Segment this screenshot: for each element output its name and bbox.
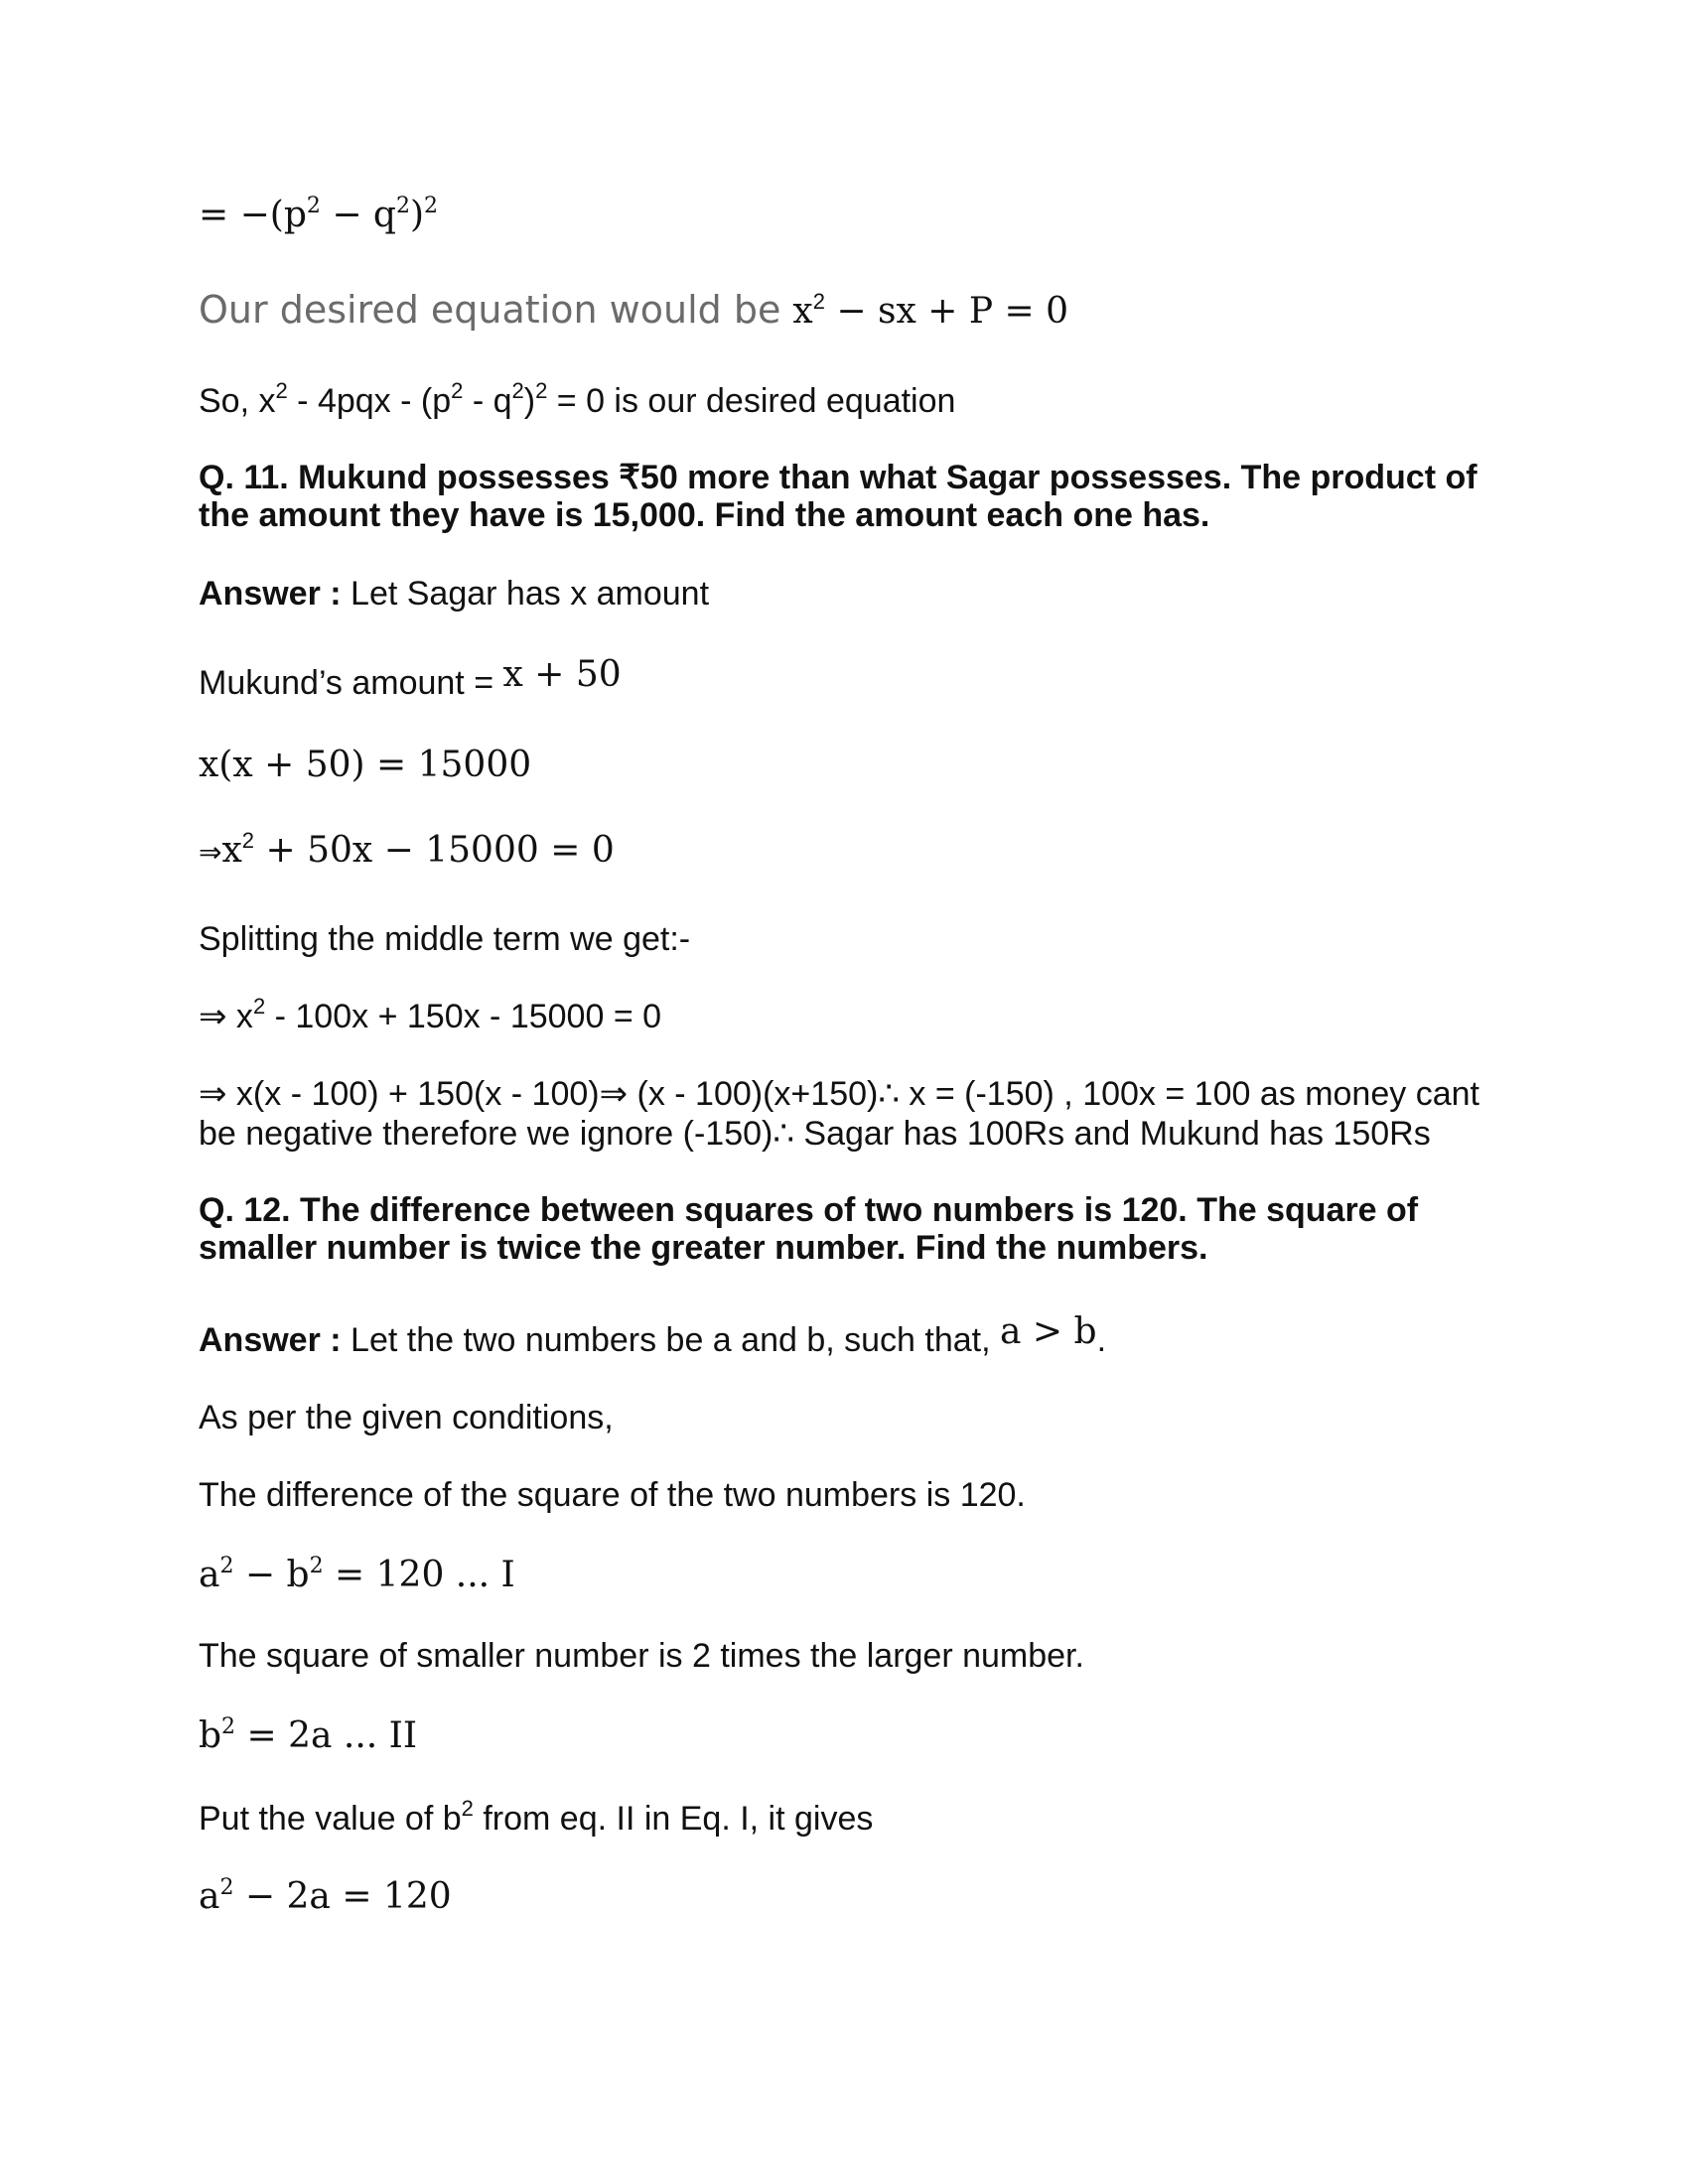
paragraph: Put the value of $b^2$ from eq. II in Eq. I, it gives (199, 1796, 874, 1838)
math-text: − sx + P = 0 (824, 291, 1069, 332)
equation-I: $a^2 - b^2 = 120$ ... I (199, 1554, 515, 1595)
paragraph: ⇒ x(x - 100) + 150(x - 100)⇒ (x - 100)(x+150)∴ x = (-150) , 100x = 100 as money cant be negative therefore we ignore (-150)∴ Sagar has 100Rs and Mukund has 150Rs (199, 1075, 1479, 1153)
superscript: 2 (306, 194, 321, 218)
paragraph: As per the given conditions, (199, 1399, 614, 1436)
paragraph: The square of smaller number is 2 times the larger number. (199, 1637, 1084, 1675)
answer-label: Answer : (199, 1321, 342, 1359)
equation-line: ⇒ $x^2 - 100x + 150x - 15000 = 0$ (199, 994, 662, 1035)
math-text: x (792, 291, 813, 332)
math-text: a > b (1000, 1311, 1097, 1352)
math-text: − q (320, 195, 396, 235)
paragraph: So, $x^2 - 4pqx - (p^2 - q^2)^2 = 0$ is our desired equation (199, 378, 956, 420)
equation-line: x(x + 50) = 15000 (199, 745, 532, 785)
answer-line: Answer : Let the two numbers be a and b, such that, a > b. (199, 1311, 1107, 1359)
superscript: 2 (424, 194, 439, 218)
mukund-amount-line: Mukund’s amount = x + 50 (199, 654, 622, 702)
superscript: 2 (812, 289, 825, 314)
paragraph: The difference of the square of the two numbers is 120. (199, 1476, 1026, 1514)
equation-II: $b^2 = 2a$ ... II (199, 1714, 418, 1756)
grey-text: Our desired equation would be (199, 288, 793, 332)
math-text: = −(p (199, 195, 307, 235)
equation-line: $\Rightarrow x^2 + 50x - 15000 = 0$ (199, 828, 615, 871)
equation-III: $a^2 - 2a = 120$ (199, 1875, 452, 1917)
answer-line: Answer : Let Sagar has x amount (199, 575, 710, 613)
desired-equation-line (199, 288, 1489, 332)
equation-line (199, 195, 1489, 235)
question-11: Q. 11. Mukund possesses ₹50 more than what Sagar possesses. The product of the amount they have is 15,000. Find the amount each one has. (199, 459, 1477, 534)
answer-label: Answer : (199, 575, 342, 613)
superscript: 2 (395, 194, 410, 218)
math-text: ) (409, 195, 425, 235)
paragraph: Splitting the middle term we get:- (199, 920, 691, 958)
math-text: x + 50 (502, 654, 622, 695)
question-12: Q. 12. The difference between squares of two numbers is 120. The square of smaller number is twice the greater number. Find the numbers. (199, 1191, 1419, 1267)
